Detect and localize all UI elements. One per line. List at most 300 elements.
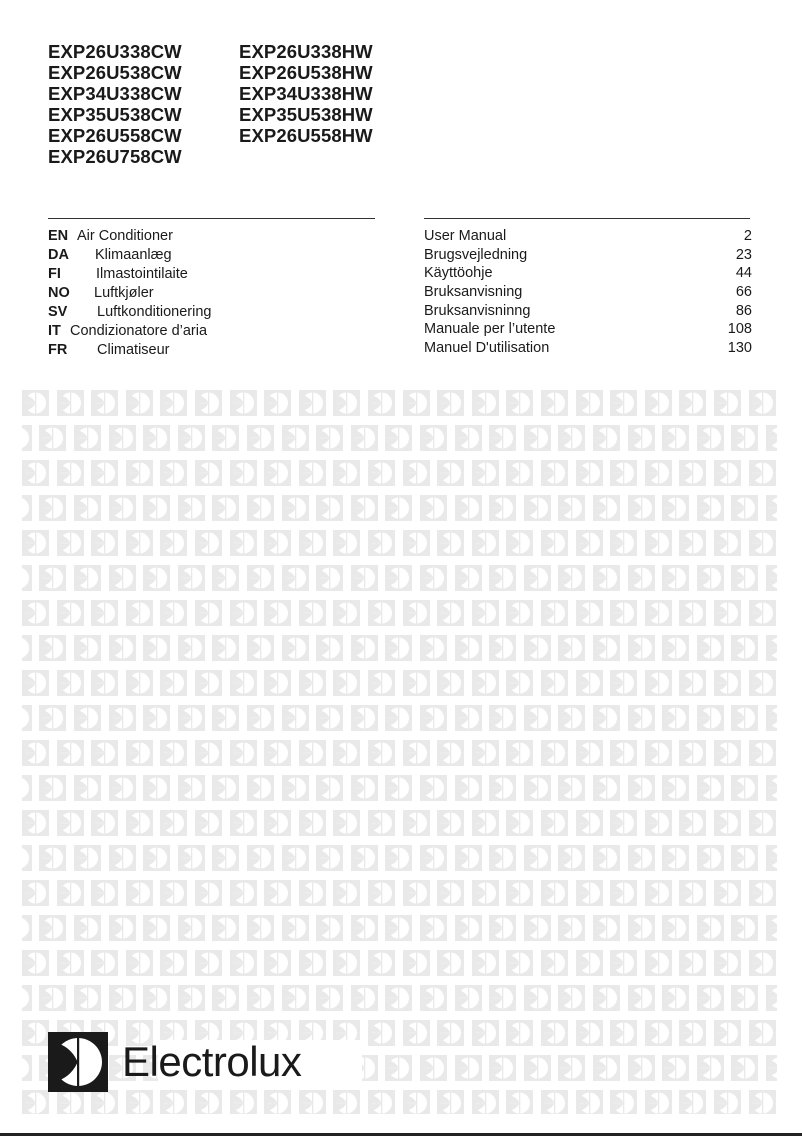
- pattern-row: [22, 460, 777, 486]
- electrolux-logo-icon: [178, 425, 205, 451]
- electrolux-logo-icon: [558, 705, 585, 731]
- electrolux-logo-icon: [368, 950, 395, 976]
- electrolux-logo-icon: [455, 1055, 482, 1081]
- product-name: Condizionatore d’aria: [70, 323, 208, 339]
- electrolux-logo-icon: [766, 425, 777, 451]
- electrolux-logo-icon: [714, 880, 741, 906]
- pattern-row: [22, 705, 777, 731]
- pattern-row: [22, 1090, 777, 1114]
- electrolux-logo-icon: [714, 600, 741, 626]
- electrolux-logo-icon: [247, 775, 274, 801]
- electrolux-logo-icon: [472, 1020, 499, 1046]
- electrolux-logo-icon: [368, 390, 395, 416]
- electrolux-logo-icon: [506, 390, 533, 416]
- electrolux-logo-icon: [230, 880, 257, 906]
- electrolux-logo-icon: [472, 460, 499, 486]
- electrolux-logo-icon: [178, 635, 205, 661]
- electrolux-logo-icon: [506, 740, 533, 766]
- electrolux-logo-icon: [731, 915, 758, 941]
- electrolux-logo-icon: [610, 530, 637, 556]
- electrolux-logo-icon: [679, 880, 706, 906]
- electrolux-logo-icon: [420, 915, 447, 941]
- electrolux-logo-icon: [74, 495, 101, 521]
- electrolux-logo-icon: [39, 635, 66, 661]
- electrolux-logo-icon: [22, 530, 49, 556]
- electrolux-logo-icon: [316, 635, 343, 661]
- electrolux-logo-icon: [264, 600, 291, 626]
- electrolux-logo-icon: [610, 880, 637, 906]
- electrolux-logo-icon: [264, 530, 291, 556]
- manual-entry[interactable]: [424, 339, 752, 358]
- electrolux-logo-icon: [143, 915, 170, 941]
- model-number: EXP26U558CW: [48, 125, 182, 146]
- electrolux-logo-icon: [212, 915, 239, 941]
- electrolux-logo-icon: [333, 670, 360, 696]
- electrolux-logo-icon: [282, 985, 309, 1011]
- electrolux-logo-icon: [749, 530, 776, 556]
- electrolux-logo-icon: [160, 460, 187, 486]
- electrolux-logo-icon: [143, 565, 170, 591]
- electrolux-logo-icon: [385, 915, 412, 941]
- electrolux-logo-icon: [420, 845, 447, 871]
- electrolux-logo-icon: [368, 880, 395, 906]
- electrolux-logo-icon: [749, 460, 776, 486]
- electrolux-logo-icon: [420, 635, 447, 661]
- electrolux-logo-icon: [48, 1032, 108, 1092]
- electrolux-logo-icon: [143, 705, 170, 731]
- electrolux-logo-icon: [576, 460, 603, 486]
- electrolux-logo-icon: [316, 495, 343, 521]
- electrolux-logo-icon: [247, 565, 274, 591]
- electrolux-logo-icon: [766, 495, 777, 521]
- electrolux-logo-icon: [57, 460, 84, 486]
- electrolux-logo-icon: [385, 1055, 412, 1081]
- manual-entry[interactable]: [424, 302, 752, 321]
- electrolux-logo-icon: [593, 1055, 620, 1081]
- manual-title: Bruksanvisninng: [424, 302, 531, 319]
- electrolux-logo-icon: [679, 1090, 706, 1114]
- electrolux-logo-icon: [714, 1090, 741, 1114]
- electrolux-logo-icon: [714, 950, 741, 976]
- electrolux-logo-icon: [22, 880, 49, 906]
- electrolux-logo-icon: [74, 915, 101, 941]
- electrolux-logo-icon: [39, 775, 66, 801]
- electrolux-logo-icon: [160, 390, 187, 416]
- electrolux-logo-icon: [212, 705, 239, 731]
- electrolux-logo-icon: [697, 1055, 724, 1081]
- electrolux-logo-icon: [489, 1055, 516, 1081]
- electrolux-logo-icon: [299, 600, 326, 626]
- electrolux-logo-icon: [351, 635, 378, 661]
- electrolux-logo-icon: [22, 950, 49, 976]
- electrolux-logo-icon: [697, 495, 724, 521]
- electrolux-logo-icon: [74, 845, 101, 871]
- electrolux-logo-icon: [264, 810, 291, 836]
- electrolux-logo-icon: [178, 565, 205, 591]
- page-number: 2: [743, 228, 752, 244]
- electrolux-logo-icon: [610, 460, 637, 486]
- electrolux-logo-icon: [247, 845, 274, 871]
- electrolux-logo-icon: [230, 810, 257, 836]
- electrolux-logo-icon: [541, 950, 568, 976]
- manual-entry[interactable]: [424, 283, 752, 302]
- electrolux-logo-icon: [645, 460, 672, 486]
- electrolux-logo-icon: [697, 775, 724, 801]
- electrolux-logo-icon: [749, 1020, 776, 1046]
- electrolux-logo-icon: [126, 460, 153, 486]
- electrolux-logo-icon: [437, 670, 464, 696]
- pattern-row: [22, 740, 777, 766]
- electrolux-logo-icon: [282, 845, 309, 871]
- electrolux-logo-icon: [749, 390, 776, 416]
- product-name: Ilmastointilaite: [96, 266, 188, 282]
- electrolux-logo-icon: [558, 985, 585, 1011]
- manual-title: Manuale per l’utente: [424, 321, 556, 338]
- electrolux-logo-icon: [679, 530, 706, 556]
- electrolux-logo-icon: [212, 845, 239, 871]
- electrolux-logo-icon: [679, 740, 706, 766]
- electrolux-logo-icon: [282, 635, 309, 661]
- electrolux-logo-icon: [57, 1090, 84, 1114]
- electrolux-logo-icon: [679, 950, 706, 976]
- electrolux-logo-icon: [558, 425, 585, 451]
- electrolux-logo-icon: [576, 1090, 603, 1114]
- electrolux-logo-icon: [662, 565, 689, 591]
- pattern-row: [22, 985, 777, 1011]
- electrolux-logo-icon: [126, 810, 153, 836]
- electrolux-logo-icon: [109, 495, 136, 521]
- electrolux-logo-icon: [143, 425, 170, 451]
- electrolux-logo-icon: [628, 565, 655, 591]
- pattern-row: [22, 915, 777, 941]
- electrolux-logo-icon: [506, 880, 533, 906]
- electrolux-logo-icon: [126, 530, 153, 556]
- electrolux-logo-icon: [628, 985, 655, 1011]
- electrolux-logo-icon: [489, 775, 516, 801]
- electrolux-logo-icon: [731, 495, 758, 521]
- page-number: 44: [735, 265, 752, 282]
- electrolux-logo-icon: [714, 740, 741, 766]
- electrolux-logo-icon: [368, 530, 395, 556]
- electrolux-logo-icon: [437, 950, 464, 976]
- electrolux-logo-icon: [160, 530, 187, 556]
- pattern-row: [22, 635, 777, 661]
- electrolux-logo-icon: [697, 565, 724, 591]
- electrolux-logo-icon: [403, 530, 430, 556]
- electrolux-logo-icon: [57, 810, 84, 836]
- electrolux-logo-icon: [645, 530, 672, 556]
- electrolux-logo-icon: [455, 565, 482, 591]
- language-code: FI: [48, 266, 61, 282]
- manual-entry[interactable]: [424, 320, 752, 339]
- electrolux-logo-icon: [455, 985, 482, 1011]
- electrolux-logo-icon: [679, 810, 706, 836]
- electrolux-logo-icon: [109, 845, 136, 871]
- electrolux-logo-icon: [610, 390, 637, 416]
- electrolux-logo-icon: [351, 565, 378, 591]
- page-number: 130: [727, 340, 752, 357]
- electrolux-logo-icon: [126, 1090, 153, 1114]
- electrolux-logo-icon: [351, 705, 378, 731]
- electrolux-logo-icon: [628, 775, 655, 801]
- electrolux-logo-icon: [455, 845, 482, 871]
- electrolux-logo-icon: [766, 915, 777, 941]
- electrolux-logo-icon: [628, 495, 655, 521]
- pattern-row: [22, 670, 777, 696]
- electrolux-logo-icon: [610, 810, 637, 836]
- electrolux-logo-icon: [126, 950, 153, 976]
- electrolux-logo-icon: [576, 810, 603, 836]
- electrolux-logo-icon: [212, 985, 239, 1011]
- pattern-row: [22, 530, 777, 556]
- electrolux-logo-icon: [749, 600, 776, 626]
- electrolux-logo-icon: [22, 565, 32, 591]
- electrolux-logo-icon: [489, 425, 516, 451]
- electrolux-logo-icon: [57, 740, 84, 766]
- electrolux-logo-icon: [195, 390, 222, 416]
- electrolux-logo-icon: [39, 915, 66, 941]
- electrolux-logo-icon: [126, 600, 153, 626]
- electrolux-logo-icon: [333, 600, 360, 626]
- electrolux-logo-icon: [472, 600, 499, 626]
- electrolux-logo-icon: [109, 985, 136, 1011]
- electrolux-logo-icon: [299, 950, 326, 976]
- language-code: DA: [48, 247, 69, 263]
- electrolux-logo-icon: [403, 880, 430, 906]
- electrolux-logo-icon: [524, 775, 551, 801]
- electrolux-logo-icon: [731, 635, 758, 661]
- electrolux-logo-icon: [351, 425, 378, 451]
- electrolux-logo-icon: [610, 670, 637, 696]
- electrolux-logo-icon: [385, 985, 412, 1011]
- electrolux-logo-icon: [766, 1055, 777, 1081]
- electrolux-logo-icon: [195, 600, 222, 626]
- electrolux-logo-icon: [662, 495, 689, 521]
- electrolux-logo-icon: [645, 670, 672, 696]
- electrolux-logo-icon: [437, 600, 464, 626]
- model-number: EXP26U338HW: [239, 41, 373, 62]
- electrolux-logo-icon: [126, 740, 153, 766]
- electrolux-logo-icon: [714, 1020, 741, 1046]
- electrolux-logo-icon: [316, 775, 343, 801]
- manual-entry[interactable]: [424, 246, 752, 265]
- electrolux-logo-icon: [160, 600, 187, 626]
- product-name: Air Conditioner: [77, 228, 173, 244]
- electrolux-logo-icon: [143, 985, 170, 1011]
- electrolux-logo-icon: [299, 530, 326, 556]
- electrolux-logo-icon: [593, 915, 620, 941]
- electrolux-logo-icon: [576, 390, 603, 416]
- electrolux-logo-icon: [455, 775, 482, 801]
- electrolux-logo-icon: [437, 530, 464, 556]
- electrolux-logo-icon: [437, 740, 464, 766]
- electrolux-logo-icon: [662, 1055, 689, 1081]
- electrolux-logo-icon: [195, 530, 222, 556]
- electrolux-logo-icon: [524, 985, 551, 1011]
- electrolux-logo-icon: [766, 985, 777, 1011]
- electrolux-logo-icon: [385, 845, 412, 871]
- electrolux-logo-icon: [299, 460, 326, 486]
- electrolux-logo-icon: [230, 530, 257, 556]
- electrolux-logo-icon: [437, 1020, 464, 1046]
- electrolux-logo-icon: [91, 600, 118, 626]
- electrolux-logo-icon: [662, 425, 689, 451]
- page-number: 66: [735, 284, 752, 301]
- electrolux-logo-icon: [282, 705, 309, 731]
- electrolux-logo-icon: [57, 600, 84, 626]
- electrolux-logo-icon: [731, 845, 758, 871]
- electrolux-logo-icon: [212, 495, 239, 521]
- electrolux-logo-icon: [143, 775, 170, 801]
- electrolux-logo-icon: [264, 950, 291, 976]
- electrolux-logo-icon: [437, 1090, 464, 1114]
- electrolux-logo-icon: [731, 565, 758, 591]
- electrolux-logo-icon: [541, 670, 568, 696]
- electrolux-logo-icon: [22, 1055, 32, 1081]
- electrolux-logo-icon: [264, 670, 291, 696]
- electrolux-logo-icon: [403, 1090, 430, 1114]
- electrolux-logo-icon: [212, 565, 239, 591]
- electrolux-logo-icon: [282, 425, 309, 451]
- electrolux-logo-icon: [506, 530, 533, 556]
- electrolux-logo-icon: [662, 705, 689, 731]
- electrolux-logo-icon: [558, 565, 585, 591]
- electrolux-logo-icon: [22, 460, 49, 486]
- electrolux-logo-icon: [178, 985, 205, 1011]
- electrolux-logo-icon: [247, 495, 274, 521]
- electrolux-logo-icon: [489, 635, 516, 661]
- electrolux-logo-icon: [160, 810, 187, 836]
- model-number: EXP26U538HW: [239, 62, 373, 83]
- electrolux-logo-icon: [679, 390, 706, 416]
- electrolux-logo-icon: [351, 845, 378, 871]
- page-number: 108: [727, 321, 752, 338]
- electrolux-logo-icon: [126, 880, 153, 906]
- electrolux-logo-icon: [472, 740, 499, 766]
- electrolux-logo-icon: [74, 635, 101, 661]
- electrolux-logo-icon: [524, 635, 551, 661]
- electrolux-logo-icon: [247, 915, 274, 941]
- electrolux-logo-icon: [351, 985, 378, 1011]
- electrolux-logo-icon: [610, 950, 637, 976]
- language-code: FR: [48, 342, 68, 358]
- manual-entry[interactable]: [424, 264, 752, 283]
- pattern-row: [22, 495, 777, 521]
- electrolux-logo-icon: [506, 950, 533, 976]
- electrolux-logo-icon: [368, 1020, 395, 1046]
- electrolux-logo-icon: [22, 390, 49, 416]
- electrolux-logo-icon: [645, 740, 672, 766]
- electrolux-logo-icon: [351, 495, 378, 521]
- electrolux-logo-icon: [541, 810, 568, 836]
- electrolux-logo-icon: [74, 985, 101, 1011]
- electrolux-logo-icon: [420, 705, 447, 731]
- electrolux-logo-icon: [558, 1055, 585, 1081]
- electrolux-logo-icon: [316, 915, 343, 941]
- electrolux-logo-icon: [697, 705, 724, 731]
- electrolux-logo-icon: [91, 1090, 118, 1114]
- model-number: EXP26U558HW: [239, 125, 373, 146]
- logo-pattern-background: [22, 390, 777, 1114]
- electrolux-logo-icon: [455, 635, 482, 661]
- electrolux-logo-icon: [593, 635, 620, 661]
- electrolux-logo-icon: [766, 775, 777, 801]
- electrolux-logo-icon: [489, 565, 516, 591]
- electrolux-logo-icon: [160, 740, 187, 766]
- electrolux-logo-icon: [333, 530, 360, 556]
- electrolux-logo-icon: [576, 530, 603, 556]
- electrolux-logo-icon: [195, 1090, 222, 1114]
- electrolux-logo-icon: [143, 635, 170, 661]
- language-code: SV: [48, 304, 68, 320]
- product-name: Luftkonditionering: [97, 304, 212, 320]
- pattern-row: [22, 810, 777, 836]
- pattern-row: [22, 950, 777, 976]
- electrolux-logo-icon: [299, 740, 326, 766]
- electrolux-logo-icon: [109, 705, 136, 731]
- electrolux-logo-icon: [333, 810, 360, 836]
- electrolux-logo-icon: [316, 845, 343, 871]
- electrolux-logo-icon: [178, 495, 205, 521]
- electrolux-logo-icon: [22, 705, 32, 731]
- electrolux-logo-icon: [524, 495, 551, 521]
- electrolux-logo-icon: [576, 880, 603, 906]
- electrolux-logo-icon: [22, 425, 32, 451]
- electrolux-logo-icon: [455, 915, 482, 941]
- electrolux-logo-icon: [645, 1090, 672, 1114]
- electrolux-logo-icon: [524, 915, 551, 941]
- pattern-row: [22, 390, 777, 416]
- electrolux-logo-icon: [506, 600, 533, 626]
- electrolux-logo-icon: [57, 390, 84, 416]
- model-number: EXP34U338CW: [48, 83, 182, 104]
- electrolux-logo-icon: [645, 1020, 672, 1046]
- electrolux-logo-icon: [697, 425, 724, 451]
- electrolux-logo-icon: [506, 670, 533, 696]
- electrolux-logo-icon: [766, 845, 777, 871]
- electrolux-logo-icon: [39, 985, 66, 1011]
- electrolux-logo-icon: [57, 950, 84, 976]
- electrolux-logo-icon: [22, 495, 32, 521]
- electrolux-logo-icon: [39, 425, 66, 451]
- electrolux-logo-icon: [403, 460, 430, 486]
- electrolux-logo-icon: [195, 880, 222, 906]
- electrolux-logo-icon: [22, 600, 49, 626]
- electrolux-logo-icon: [299, 880, 326, 906]
- electrolux-logo-icon: [489, 845, 516, 871]
- electrolux-logo-icon: [576, 600, 603, 626]
- electrolux-logo-icon: [109, 775, 136, 801]
- electrolux-logo-icon: [195, 670, 222, 696]
- manual-entry[interactable]: [424, 227, 752, 246]
- electrolux-logo-icon: [437, 460, 464, 486]
- electrolux-logo-icon: [403, 740, 430, 766]
- electrolux-logo-icon: [628, 915, 655, 941]
- electrolux-logo-icon: [109, 425, 136, 451]
- electrolux-logo-icon: [455, 705, 482, 731]
- electrolux-logo-icon: [697, 915, 724, 941]
- electrolux-logo-icon: [74, 775, 101, 801]
- electrolux-logo-icon: [264, 460, 291, 486]
- electrolux-logo-icon: [731, 425, 758, 451]
- electrolux-logo-icon: [541, 1090, 568, 1114]
- electrolux-logo-icon: [506, 1020, 533, 1046]
- electrolux-logo-icon: [731, 1055, 758, 1081]
- electrolux-logo-icon: [576, 1020, 603, 1046]
- electrolux-logo-icon: [455, 425, 482, 451]
- page-number: 86: [735, 302, 752, 319]
- electrolux-logo-icon: [524, 705, 551, 731]
